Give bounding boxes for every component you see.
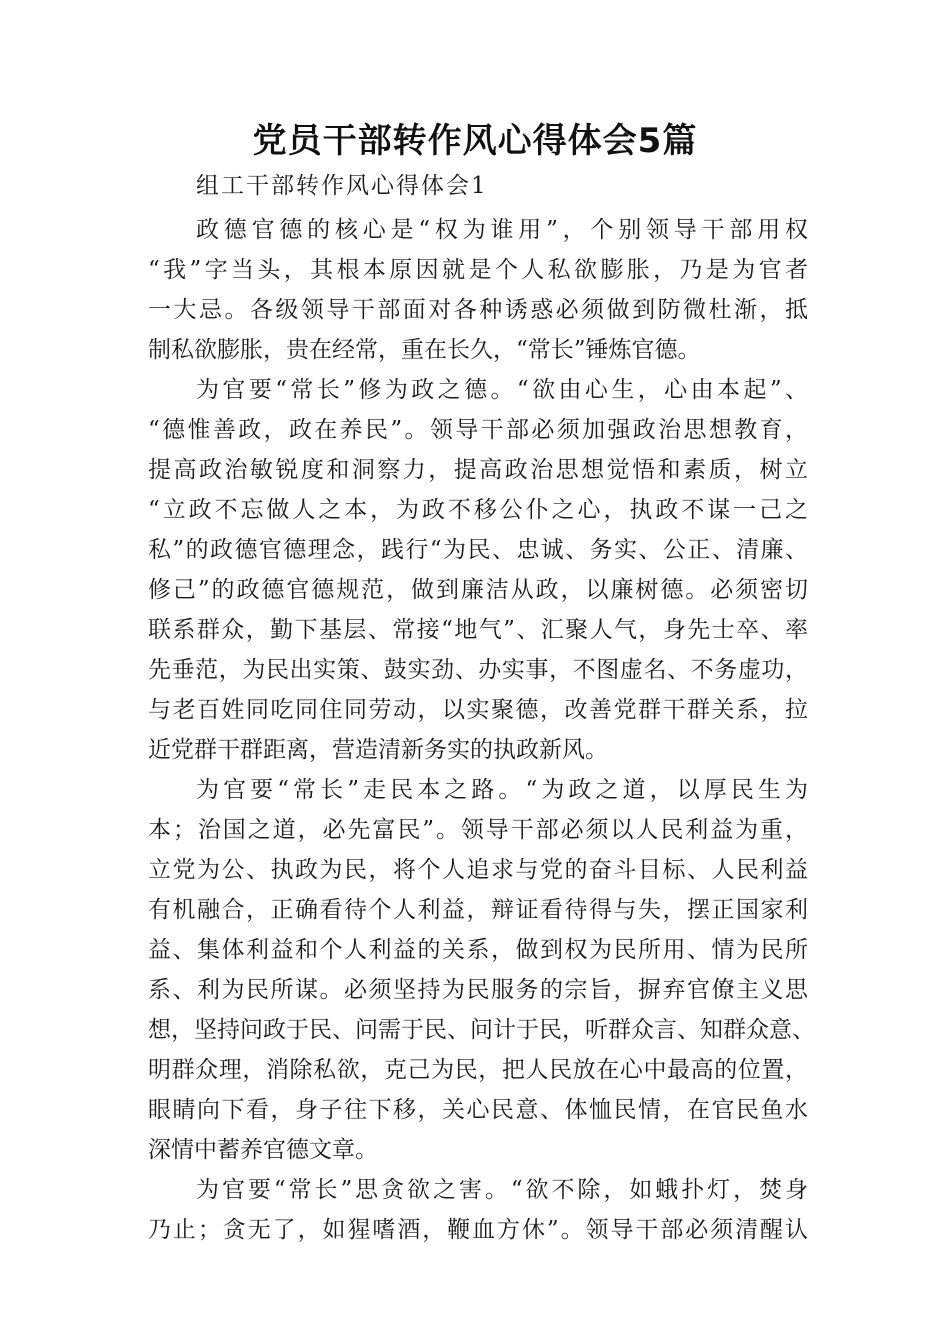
text-line: “立政不忘做人之本，为政不移公仆之心，执政不谋一己之: [148, 497, 808, 523]
text-line: 制私欲膨胀，贵在经常，重在长久，“常长”锤炼官德。: [148, 337, 701, 363]
text-line: 有机融合，正确看待个人利益，辩证看待得与失，摆正国家利: [148, 897, 808, 923]
paragraph-3: [148, 770, 815, 1170]
text-line: 与老百姓同吃同住同劳动，以实聚德，改善党群干群关系，拉: [148, 697, 808, 723]
text-line: “我”字当头，其根本原因就是个人私欲膨胀，乃是为官者: [148, 257, 808, 283]
text-line: 政德官德的核心是“权为谁用”，个别领导干部用权: [196, 217, 808, 243]
text-line: 为官要“常长”走民本之路。“为政之道，以厚民生为: [196, 777, 808, 803]
text-line: 立党为公、执政为民，将个人追求与党的奋斗目标、人民利益: [148, 857, 808, 883]
text-line: 系、利为民所谋。必须坚持为民服务的宗旨，摒弃官僚主义思: [148, 977, 808, 1003]
paragraph-4: [148, 1170, 808, 1250]
text-line: 明群众理，消除私欲，克己为民，把人民放在心中最高的位置，: [148, 1057, 808, 1083]
text-line: 为官要“常长”思贪欲之害。“欲不除，如蛾扑灯，焚身: [196, 1177, 808, 1203]
text-line: 近党群干群距离，营造清新务实的执政新风。: [148, 737, 608, 763]
text-line: “德惟善政，政在养民”。领导干部必须加强政治思想教育，: [148, 417, 808, 443]
text-line: 眼睛向下看，身子往下移，关心民意、体恤民情，在官民鱼水: [148, 1097, 808, 1123]
paragraph-1: [148, 210, 808, 370]
text-line: 先垂范，为民出实策、鼓实劲、办实事，不图虚名、不务虚功，: [148, 657, 808, 683]
text-line: 私”的政德官德理念，践行“为民、忠诚、务实、公正、清廉、: [148, 537, 808, 563]
text-line: 修己”的政德官德规范，做到廉洁从政，以廉树德。必须密切: [148, 577, 808, 603]
text-line: 为官要“常长”修为政之德。“欲由心生，心由本起”、: [196, 377, 808, 403]
text-line: 益、集体利益和个人利益的关系，做到权为民所用、情为民所: [148, 937, 808, 963]
text-line: 想，坚持问政于民、问需于民、问计于民，听群众言、知群众意、: [148, 1017, 815, 1043]
document-title: 党员干部转作风心得体会5篇: [252, 121, 698, 161]
text-line: 联系群众，勤下基层、常接“地气”、汇聚人气，身先士卒、率: [148, 617, 808, 643]
text-line: 乃止；贪无了，如猩嗜酒，鞭血方休”。领导干部必须清醒认: [148, 1217, 808, 1243]
document-body: [148, 210, 815, 1250]
text-line: 提高政治敏锐度和洞察力，提高政治思想觉悟和素质，树立: [148, 457, 808, 483]
text-line: 本；治国之道，必先富民”。领导干部必须以人民利益为重，: [148, 817, 808, 843]
paragraph-2: [148, 370, 808, 770]
text-line: 深情中蓄养官德文章。: [148, 1137, 378, 1163]
document-subtitle: 组工干部转作风心得体会1: [196, 173, 488, 199]
text-line: 一大忌。各级领导干部面对各种诱惑必须做到防微杜渐，抵: [148, 297, 808, 323]
